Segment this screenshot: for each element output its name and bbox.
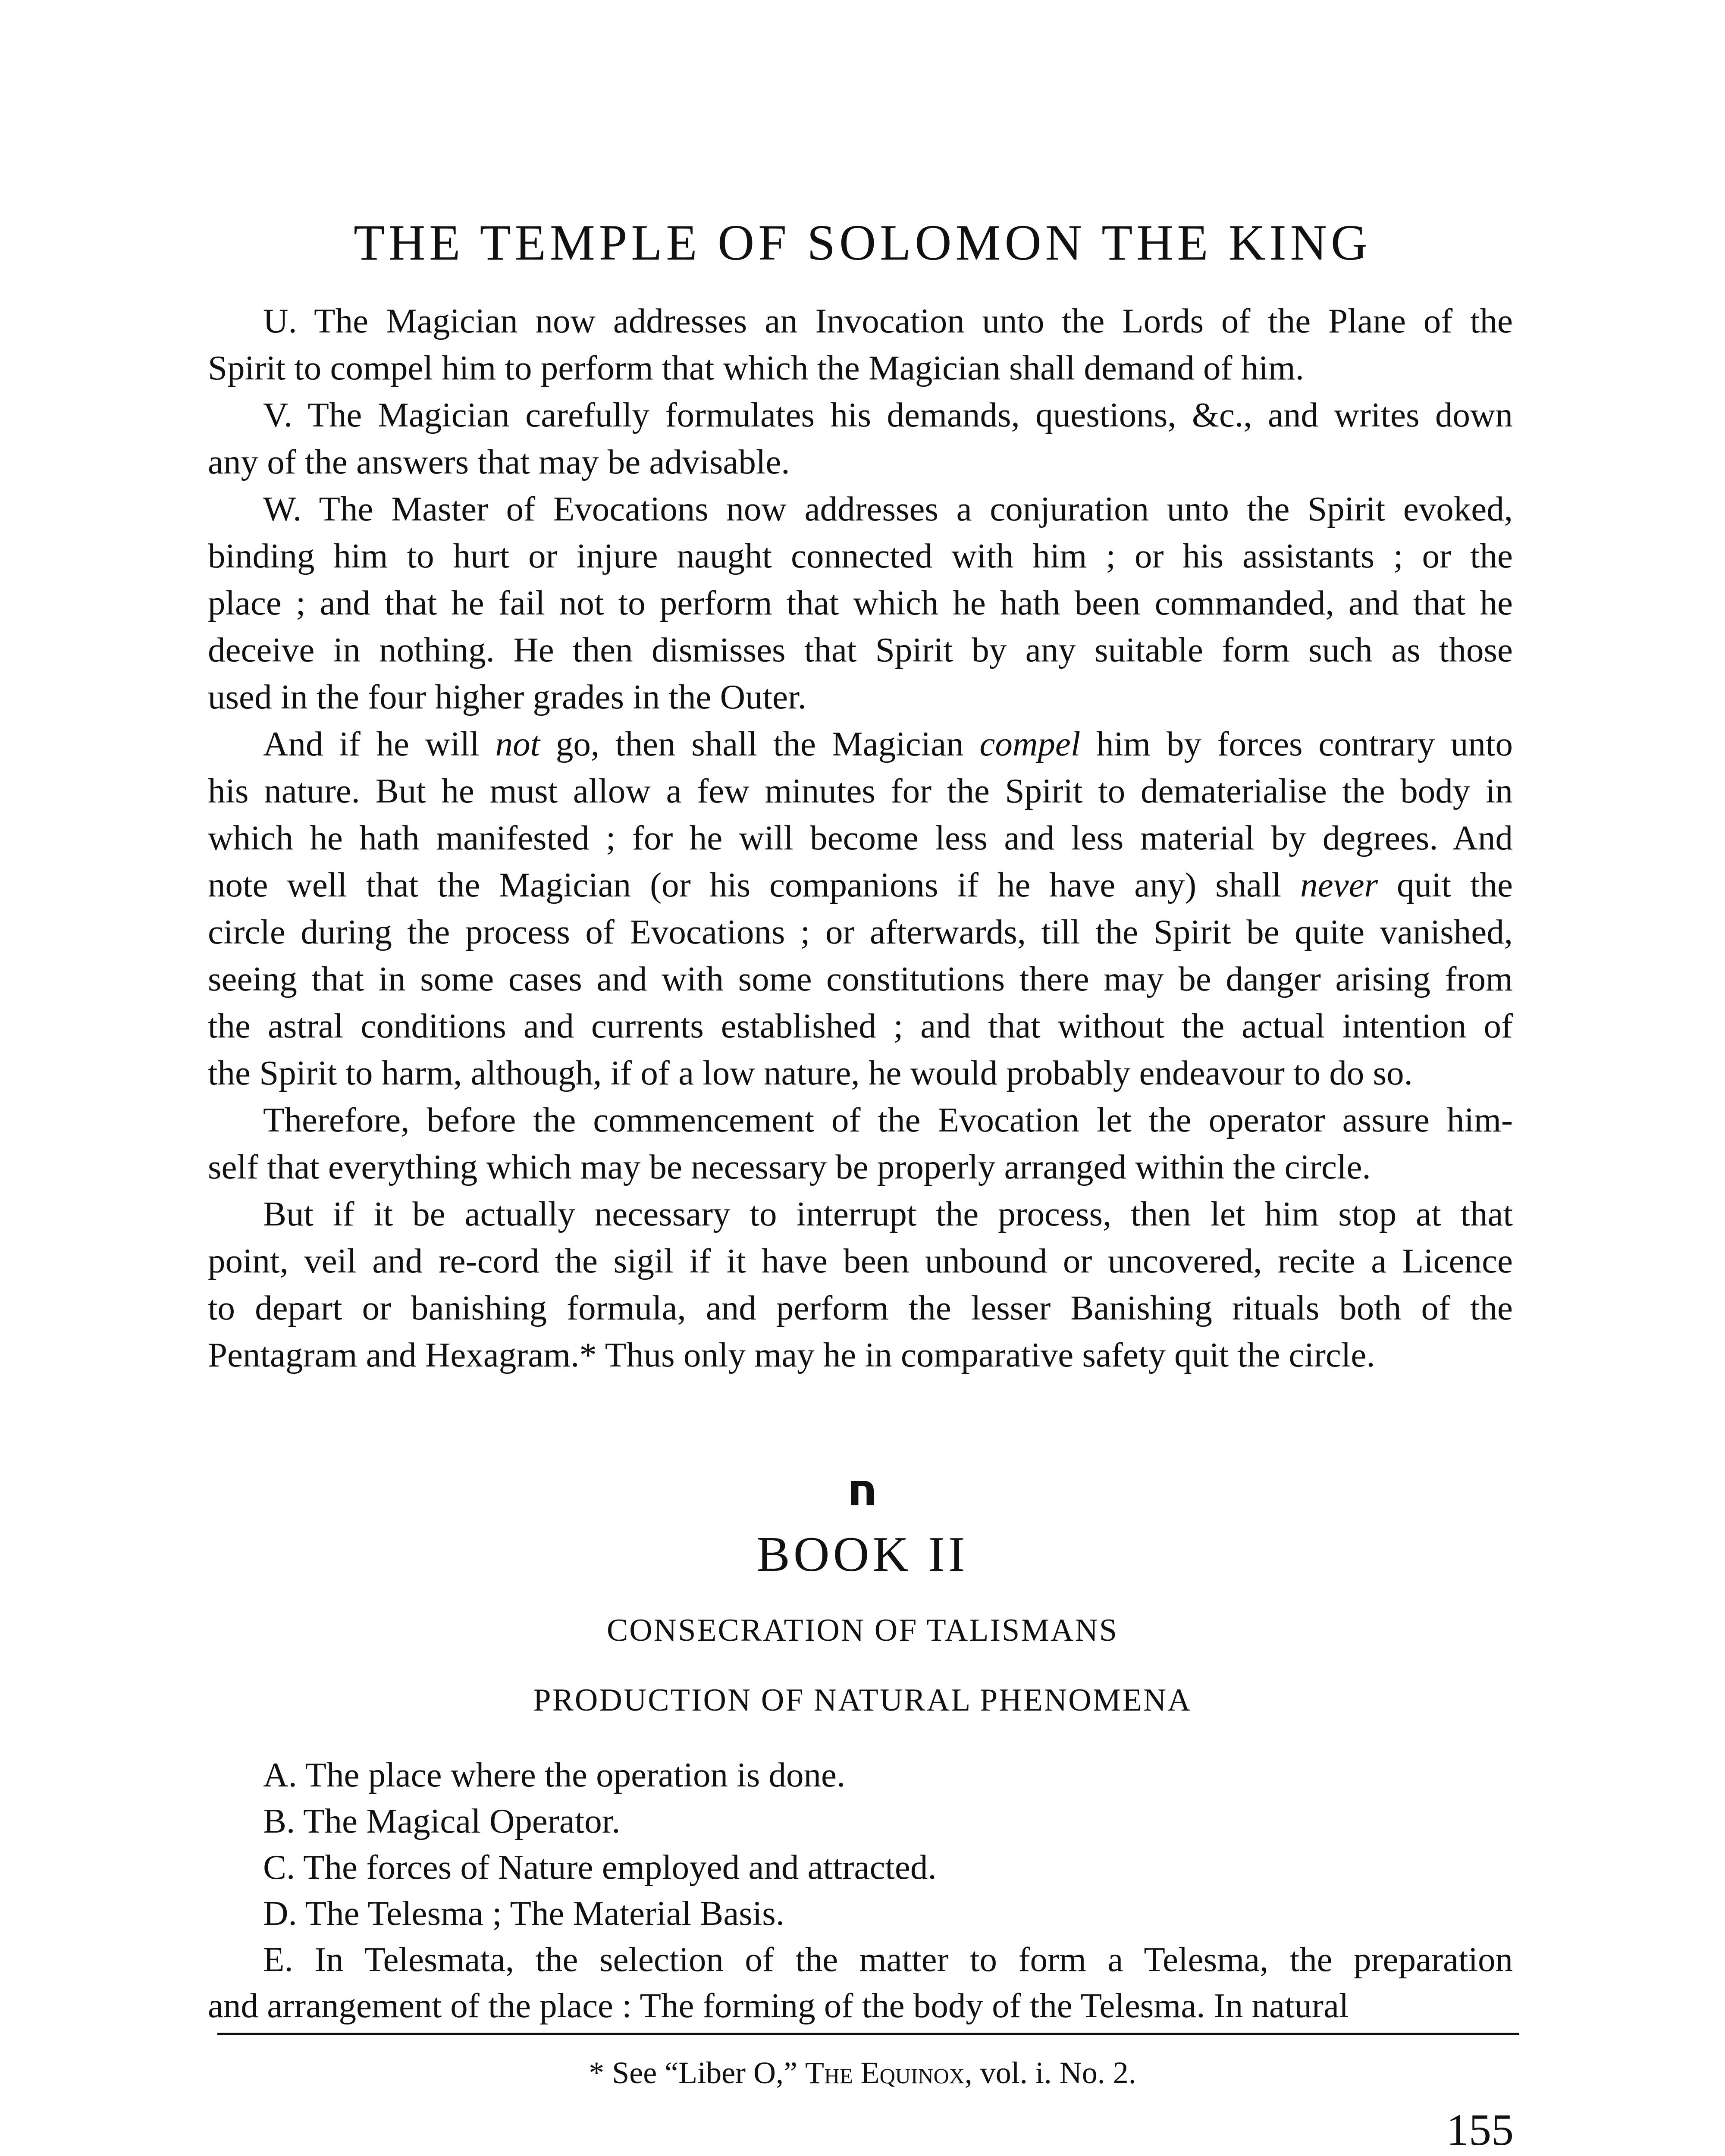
body-paragraph [208,721,1513,1097]
book-title: BOOK II [756,1527,969,1582]
text-segment: circle during the process of Evocations ; or afterwards, till the Spirit be quite vanished, [208,912,1513,951]
text-line [208,1144,1513,1191]
text-segment: seeing that in some cases and with some constitutions there may be danger arising from [208,959,1513,998]
text-line [208,1238,1513,1285]
text-segment: place ; and that he fail not to perform that which he hath been commanded, and that he [208,583,1513,622]
text-line [208,1937,1513,1983]
text-line [208,1191,1513,1238]
text-segment: binding him to hurt or injure naught connected with him ; or his assistants ; or the [208,536,1513,575]
text-line [208,627,1513,674]
text-line [208,533,1513,580]
text-line [208,1332,1513,1379]
text-line [208,1752,1513,1798]
text-line [208,345,1513,392]
text-line [208,580,1513,627]
text-line [208,486,1513,533]
text-segment: V. The Magician carefully formulates his demands, questions, &c., and writes down [263,395,1513,434]
page-number: 155 [1446,2105,1514,2155]
text-segment: A. The place where the operation is done. [263,1755,846,1794]
text-segment: deceive in nothing. He then dismisses that Spirit by any suitable form such as those [208,630,1513,669]
text-line [208,1285,1513,1332]
text-segment: the astral conditions and currents established ; and that without the actual intention of [208,1006,1513,1045]
footnote-journal: The Equinox [805,2056,965,2090]
text-segment: to depart or banishing formula, and perform the lesser Banishing rituals both of the [208,1288,1513,1327]
footnote [0,2053,1725,2092]
text-segment: C. The forces of Nature employed and attracted. [263,1848,937,1887]
text-segment: go, then shall the Magician [540,724,980,763]
text-segment: But if it be actually necessary to interrupt the process, then let him stop at that [263,1194,1513,1233]
footnote-divider [217,2033,1519,2035]
text-segment: used in the four higher grades in the Outer. [208,677,806,716]
footnote-suffix: , vol. i. No. 2. [964,2056,1136,2090]
list-paragraph [208,1752,1513,1798]
text-segment: E. In Telesmata, the selection of the matter to form a Telesma, the preparation [263,1940,1513,1979]
body-paragraph [208,1191,1513,1379]
operation-list [208,1752,1513,2029]
list-paragraph [208,1890,1513,1937]
text-segment: note well that the Magician (or his companions if he have any) shall [208,865,1301,904]
italic-text: not [495,724,540,763]
text-line [208,721,1513,768]
text-line [208,956,1513,1003]
list-paragraph [208,1937,1513,2029]
text-segment: quit the [1378,865,1513,904]
body-paragraph [208,1097,1513,1191]
text-line [208,1890,1513,1937]
body-paragraph [208,298,1513,392]
body-text [208,298,1513,1379]
footnote-prefix: * See “Liber O,” [589,2056,805,2090]
text-segment: Pentagram and Hexagram.* Thus only may he in comparative safety quit the circle. [208,1335,1375,1374]
list-paragraph [208,1798,1513,1844]
text-line [208,1798,1513,1844]
text-line [208,298,1513,345]
text-line [208,1983,1513,2029]
section-subtitle-production: PRODUCTION OF NATURAL PHENOMENA [533,1683,1192,1718]
text-segment: D. The Telesma ; The Material Basis. [263,1894,785,1933]
text-segment: And if he will [263,724,496,763]
text-line [208,909,1513,956]
section-subtitle-consecration: CONSECRATION OF TALISMANS [606,1613,1119,1648]
italic-text: never [1300,865,1378,904]
text-segment: Spirit to compel him to perform that which the Magician shall demand of him. [208,348,1304,387]
running-title: THE TEMPLE OF SOLOMON THE KING [353,214,1372,271]
text-segment: his nature. But he must allow a few minutes for the Spirit to dematerialise the body in [208,771,1513,810]
text-segment: the Spirit to harm, although, if of a low nature, he would probably endeavour to do so. [208,1053,1413,1092]
text-segment: any of the answers that may be advisable. [208,442,790,481]
text-line [208,1050,1513,1097]
text-segment: and arrangement of the place : The forming of the body of the Telesma. In natural [208,1986,1349,2025]
text-segment: Therefore, before the commencement of the Evocation let the operator assure him- [263,1100,1513,1139]
text-line [208,439,1513,486]
hebrew-letter-heth: ח [847,1463,878,1516]
text-line [208,815,1513,862]
text-segment: B. The Magical Operator. [263,1802,621,1840]
text-segment: which he hath manifested ; for he will become less and less material by degrees. And [208,818,1513,857]
text-line [208,1003,1513,1050]
list-paragraph [208,1844,1513,1890]
text-segment: self that everything which may be necessary be properly arranged within the circle. [208,1147,1371,1186]
text-segment: point, veil and re-cord the sigil if it have been unbound or uncovered, recite a Licence [208,1241,1513,1280]
text-line [208,862,1513,909]
text-segment: W. The Master of Evocations now addresses a conjuration unto the Spirit evoked, [263,489,1513,528]
italic-text: compel [979,724,1081,763]
text-line [208,1844,1513,1890]
text-line [208,674,1513,721]
text-segment: him by forces contrary unto [1080,724,1513,763]
text-line [208,1097,1513,1144]
text-line [208,768,1513,815]
text-line [208,392,1513,439]
body-paragraph [208,486,1513,721]
text-segment: U. The Magician now addresses an Invocation unto the Lords of the Plane of the [263,301,1513,340]
body-paragraph [208,392,1513,486]
